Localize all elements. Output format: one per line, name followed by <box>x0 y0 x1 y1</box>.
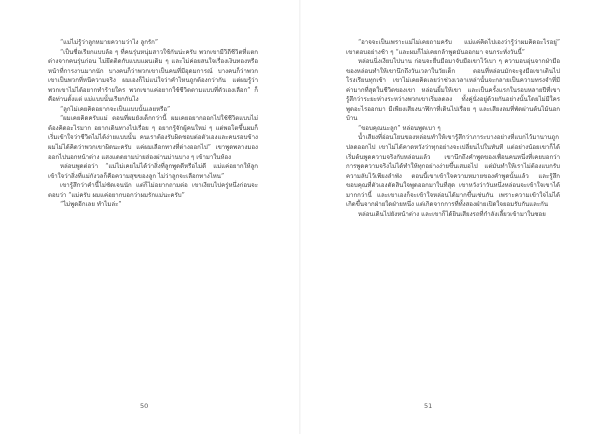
paragraph: “ผมเคยคิดครับแม่ ตอนที่ผมยังเด็กกว่านี้ ผมเคยอยากออกไปใช้ชีวิตแบบไม่ต้องคิดอะไรมาก อยากเดินทางไปเรื่อย ๆ อยากรู้จักผู้คนใหม่ ๆ แต่พอโตขึ้นผมก็เริ่มเข้าใจว่าชีวิตไม่ได้ง่ายแบบนั้น คนเราต้องรับผิดชอบต่อตัวเองและคนรอบข้าง ผมไม่ได้คิดว่าพวกเขาผิดนะครับ แค่ผมเลือกทางที่ต่างออกไป” เขาพูดพลางมองออกไปนอกหน้าต่าง แสงแดดยามบ่ายส่องผ่านม่านบาง ๆ เข้ามาในห้อง <box>48 115 258 161</box>
paragraph: หล่อนเดินไปยังหน้าต่าง และเขาก็ได้ยินเสียงรถที่กำลังเลี้ยวเข้ามาในซอย <box>358 210 546 218</box>
paragraph: หล่อนพูดต่อว่า “แม่ไม่เคยไม่ได้ว่าสิ่งที่ลูกพูดดีหรือไม่ดี แม่แค่อยากให้ลูกเข้าใจว่าสิ่งที่แม่กังวลก็คือความสุขของลูก ไม่ว่าลูกจะเลือกทางไหน” <box>48 163 258 180</box>
page-number-right: 51 <box>424 402 433 410</box>
paragraph: “อาจจะเป็นเพราะแม่ไม่เคยถามครับ แม่แค่คิดไปเองว่ารู้ว่าผมคิดอะไรอยู่” เขาตอบอย่างช้า ๆ “และผมก็ไม่เคยกล้าพูดมันออกมา จนกระทั่งวันนี้” <box>346 39 560 56</box>
paragraph: “ไม่พูดอีกเลย ทำไมล่ะ” <box>60 201 122 209</box>
page-number-left: 50 <box>140 402 149 410</box>
paragraph: น้ำเสียงที่อ่อนโยนของหล่อนทำให้เขารู้สึกว่าภาระบางอย่างที่แบกไว้มานานถูกปลดออกไป เขาไม่ได้คาดหวังว่าทุกอย่างจะเปลี่ยนไปในทันที แต่อย่างน้อยเขาก็ได้เริ่มต้นพูดความจริงกับหล่อนแล้ว เขานึกถึงคำพูดของเพื่อนคนหนึ่งที่เคยบอกว่า การพูดความจริงไม่ได้ทำให้ทุกอย่างง่ายขึ้นเสมอไป แต่มันทำให้เราไม่ต้องแบกรับความลับไว้เพียงลำพัง ตอนนี้เขาเข้าใจความหมายของคำพูดนั้นแล้ว และรู้สึกขอบคุณที่ตัวเองตัดสินใจพูดออกมาในที่สุด เขาหวังว่าวันหนึ่งหล่อนจะเข้าใจเขาได้มากกว่านี้ และเขาเองก็จะเข้าใจหล่อนได้มากขึ้นเช่นกัน เพราะความเข้าใจไม่ได้เกิดขึ้นจากฝ่ายใดฝ่ายหนึ่ง แต่เกิดจากการที่ทั้งสองฝ่ายเปิดใจยอมรับกันและกัน <box>346 134 560 209</box>
paragraph: “เป็นชื่อเรียกแบบล้อ ๆ ที่คนรุ่นหนุ่มสาวใช้กันน่ะครับ พวกเขามีวิถีชีวิตที่แตกต่างจากคนรุ่นก่อน ไม่ยึดติดกับแบบแผนเดิม ๆ และไม่ค่อยสนใจเรื่องเงินทองหรือหน้าที่การงานมากนัก บางคนก็ว่าพวกเขาเป็นคนที่มีอุดมการณ์ บางคนก็ว่าพวกเขาเป็นพวกที่หนีความจริง ผมเองก็ไม่แน่ใจว่าคำไหนถูกต้องกว่ากัน แต่ผมรู้ว่าพวกเขาไม่ได้อยากทำร้ายใคร พวกเขาแค่อยากใช้ชีวิตตามแบบที่ตัวเองเลือก” ก็คือท่านตั้งแต่ แม่แบบนั้นเรียกกันไง <box>48 48 258 104</box>
right-page-text <box>346 38 560 219</box>
left-page-text <box>48 38 258 210</box>
paragraph: เขารู้สึกว่าคำนี้ไม่ชัดเจนนัก แต่ก็ไม่อยากถามต่อ เขาเงียบไปครู่หนึ่งก่อนจะตอบว่า “แม่ครับ ผมแค่อยากบอกว่าผมรักแม่นะครับ” <box>48 182 258 199</box>
paragraph: “ขอบคุณนะลูก” หล่อนพูดเบา ๆ <box>358 124 441 132</box>
paragraph: หล่อนนิ่งเงียบไปนาน ก่อนจะยื่นมือมาจับมือเขาไว้เบา ๆ ความอบอุ่นจากฝ่ามือของหล่อนทำให้เขานึกถึงวันเวลาในวัยเด็ก ตอนที่หล่อนมักจะจูงมือเขาเดินไปโรงเรียนทุกเช้า เขาไม่เคยคิดเลยว่าช่วงเวลาเหล่านั้นจะกลายเป็นความทรงจำที่มีค่ามากที่สุดในชีวิตของเขา หล่อนยิ้มให้เขา และเป็นครั้งแรกในรอบหลายปีที่เขารู้สึกว่าระยะห่างระหว่างพวกเขาเริ่มลดลง ทั้งคู่นั่งอยู่ด้วยกันอย่างนั้นโดยไม่มีใครพูดอะไรออกมา มีเพียงเสียงนาฬิกาที่เดินไปเรื่อย ๆ และเสียงลมที่พัดผ่านต้นไม้นอกบ้าน <box>346 58 560 123</box>
paragraph: “ลูกไม่เคยคิดอยากจะเป็นแบบนั้นเลยหรือ” <box>60 105 171 113</box>
right-page <box>300 0 600 434</box>
paragraph: “แม่ไม่รู้ว่าลูกหมายความว่าไง ลูกรัก” <box>60 39 158 46</box>
